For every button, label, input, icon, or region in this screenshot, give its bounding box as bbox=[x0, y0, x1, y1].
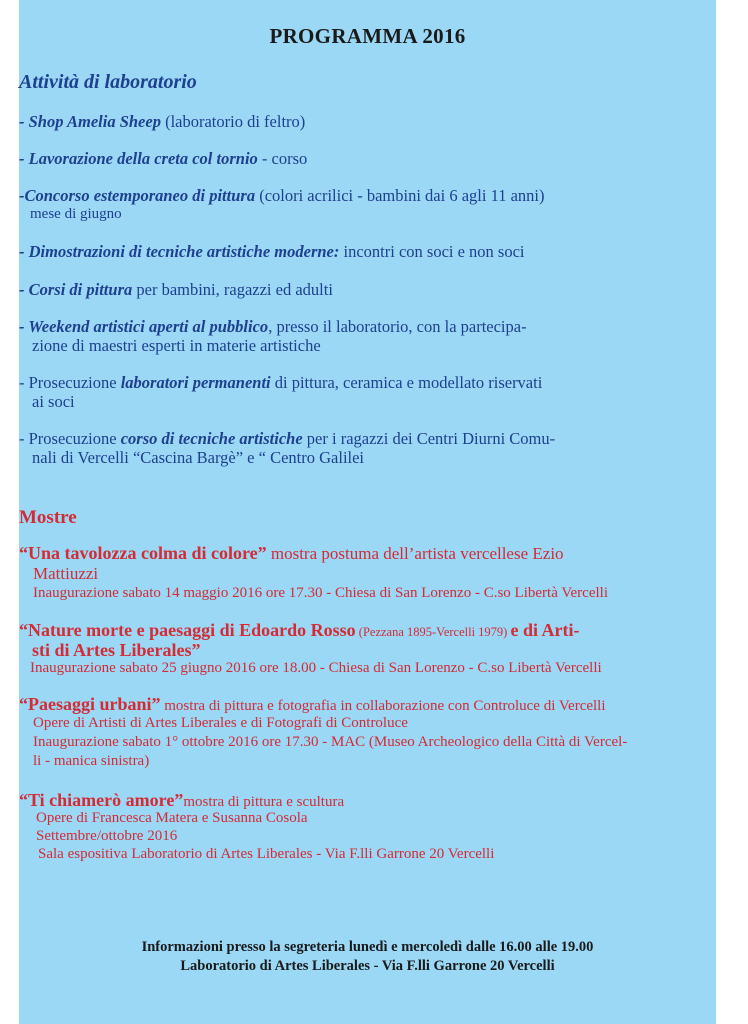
mostra-title: “Ti chiamerò amore”mostra di pittura e scultura bbox=[19, 790, 345, 810]
mostra-detail: li - manica sinistra) bbox=[33, 753, 150, 769]
mostra-detail: Inaugurazione sabato 14 maggio 2016 ore 17.30 - Chiesa di San Lorenzo - C.so Libertà Vercelli bbox=[33, 585, 608, 601]
lab-item: - Shop Amelia Sheep (laboratorio di feltro) bbox=[19, 112, 306, 131]
mostre-heading: Mostre bbox=[19, 507, 77, 528]
lab-item-line2: ai soci bbox=[32, 392, 75, 411]
lab-item: - Lavorazione della creta col tornio - corso bbox=[19, 149, 308, 168]
footer-info: Informazioni presso la segreteria lunedì e mercoledì dalle 16.00 alle 19.00 bbox=[141, 939, 594, 955]
lab-item: -Concorso estemporaneo di pittura (colori acrilici - bambini dai 6 agli 11 anni) bbox=[19, 186, 545, 205]
mostra-detail: Settembre/ottobre 2016 bbox=[36, 828, 178, 844]
mostra-detail: Opere di Francesca Matera e Susanna Cosola bbox=[36, 810, 308, 826]
lab-item: - Weekend artistici aperti al pubblico, presso il laboratorio, con la partecipa- bbox=[19, 317, 527, 336]
lab-item: - Dimostrazioni di tecniche artistiche moderne: incontri con soci e non soci bbox=[19, 242, 525, 261]
lab-item: - Corsi di pittura per bambini, ragazzi ed adulti bbox=[19, 280, 333, 299]
lab-item: - Prosecuzione corso di tecniche artistiche per i ragazzi dei Centri Diurni Comu- bbox=[19, 429, 556, 448]
mostra-detail: Inaugurazione sabato 1° ottobre 2016 ore 17.30 - MAC (Museo Archeologico della Città di Vercel- bbox=[33, 734, 628, 750]
mostra-detail: Sala espositiva Laboratorio di Artes Liberales - Via F.lli Garrone 20 Vercelli bbox=[38, 846, 495, 862]
lab-heading: Attività di laboratorio bbox=[19, 71, 197, 93]
page-title: PROGRAMMA 2016 bbox=[269, 24, 466, 48]
lab-item-sub: mese di giugno bbox=[30, 206, 122, 222]
footer-address: Laboratorio di Artes Liberales - Via F.lli Garrone 20 Vercelli bbox=[180, 958, 555, 974]
lab-item-line2: nali di Vercelli “Cascina Bargè” e “ Centro Galilei bbox=[32, 448, 365, 467]
mostra-title: “Una tavolozza colma di colore” mostra postuma dell’artista vercellese Ezio bbox=[19, 543, 564, 563]
mostra-title: “Paesaggi urbani” mostra di pittura e fotografia in collaborazione con Controluce di Vercelli bbox=[19, 694, 606, 714]
lab-item-line2: zione di maestri esperti in materie artistiche bbox=[32, 336, 321, 355]
mostra-title: “Nature morte e paesaggi di Edoardo Rosso (Pezzana 1895-Vercelli 1979) e di Arti- bbox=[19, 620, 580, 640]
mostra-title-line2: sti di Artes Liberales” bbox=[32, 640, 201, 660]
mostra-title-line2: Mattiuzzi bbox=[33, 564, 99, 583]
poster bbox=[19, 0, 716, 1024]
mostra-detail: Opere di Artisti di Artes Liberales e di Fotografi di Controluce bbox=[33, 715, 408, 731]
mostra-detail: Inaugurazione sabato 25 giugno 2016 ore 18.00 - Chiesa di San Lorenzo - C.so Libertà Vercelli bbox=[30, 660, 602, 676]
lab-item: - Prosecuzione laboratori permanenti di pittura, ceramica e modellato riservati bbox=[19, 373, 543, 392]
